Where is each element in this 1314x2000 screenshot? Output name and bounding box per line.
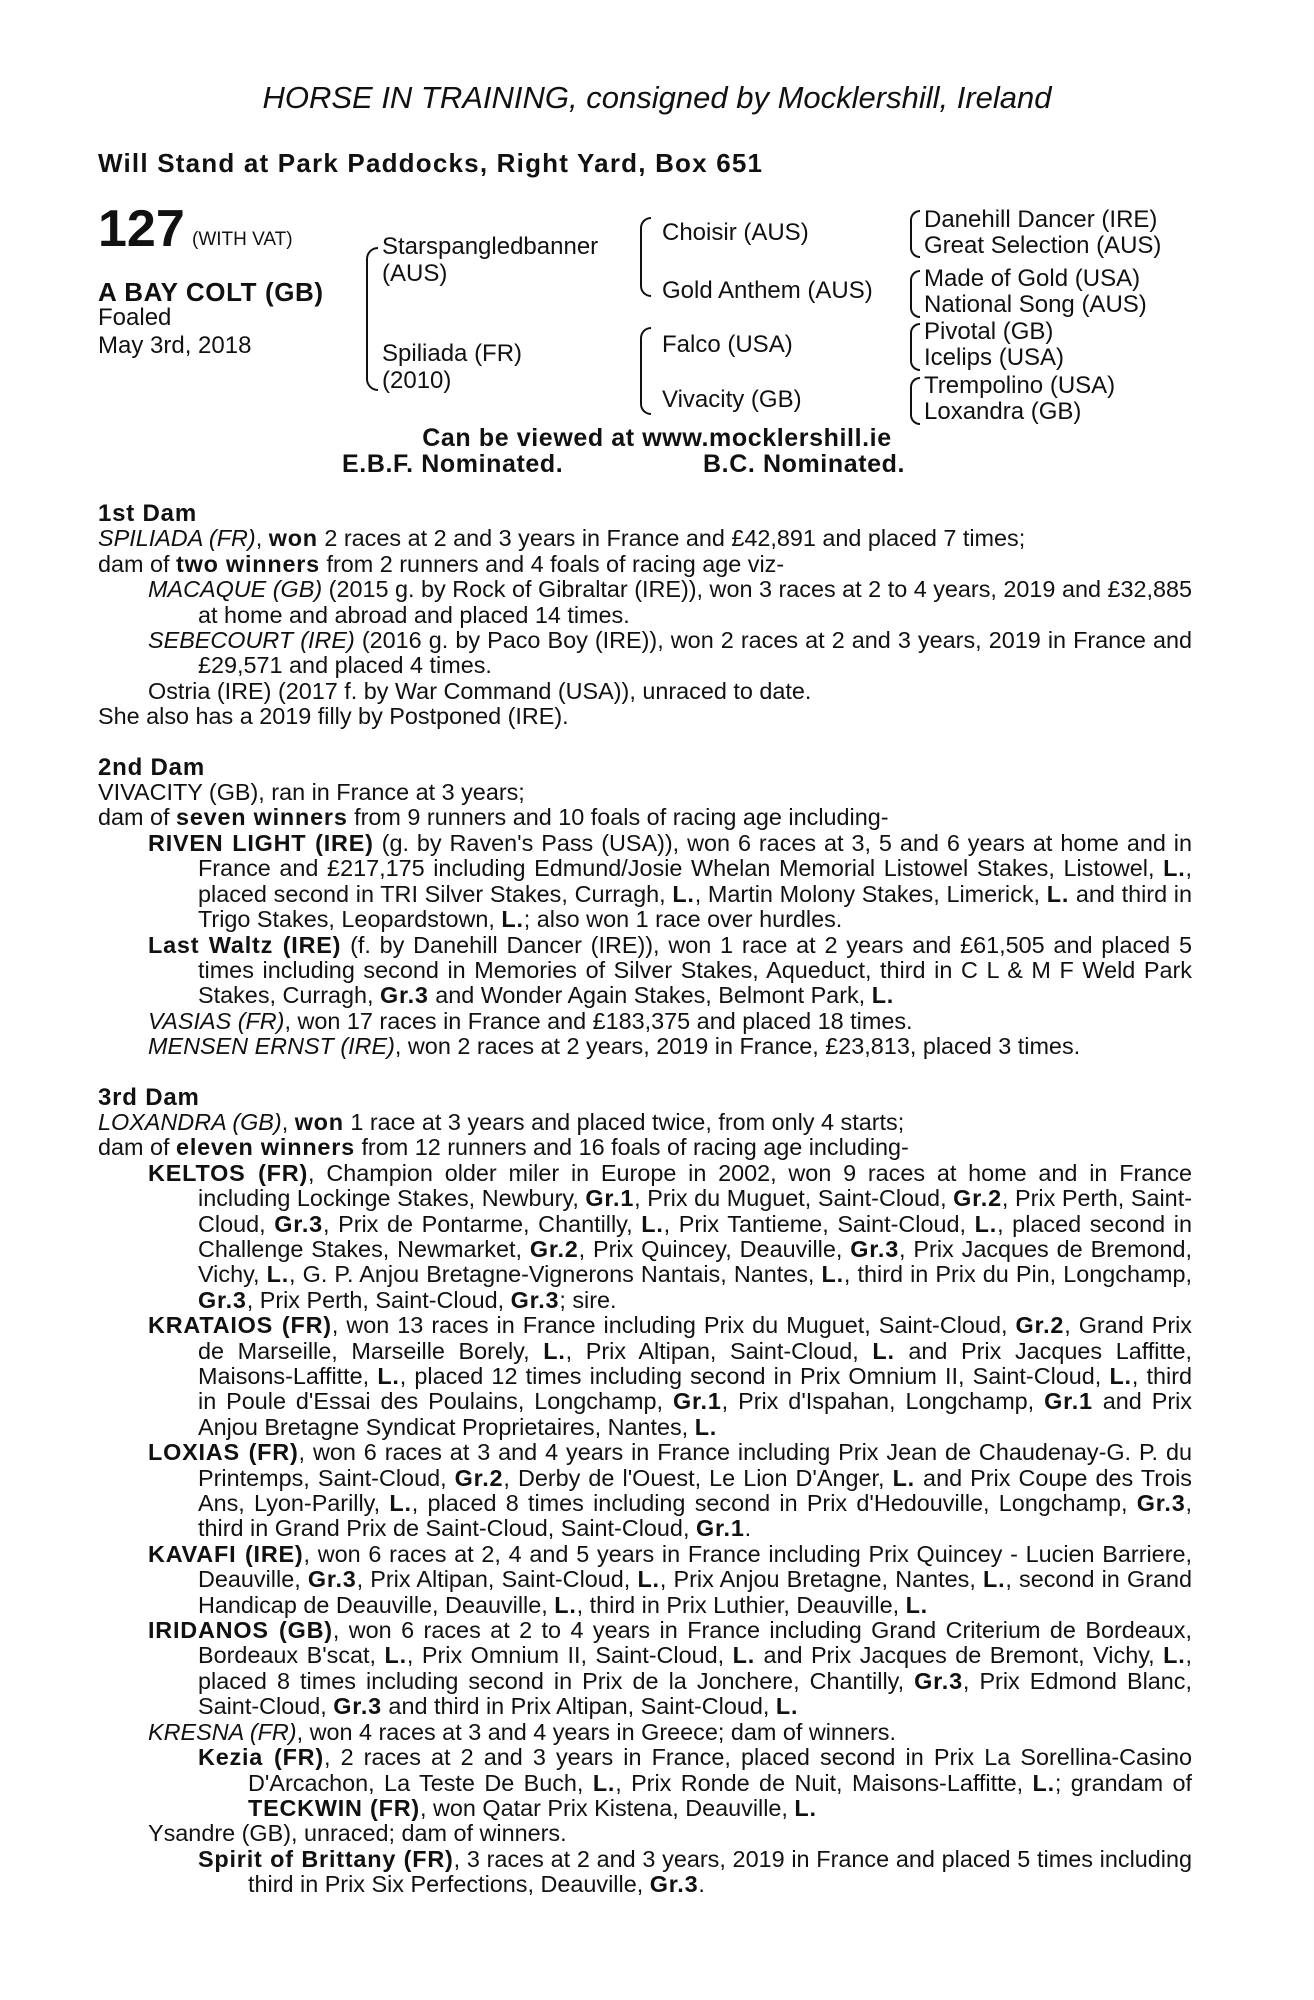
produce-text: ; also won 1 race over hurdles. — [523, 906, 843, 933]
produce-text: , 3 races at 2 and 3 years, 2019 in France and placed 5 times including third in Prix Six Perfections, Deauville, Gr.3. — [248, 1845, 1192, 1898]
produce-entry — [148, 1161, 1192, 1313]
grand-produce-entry — [198, 1847, 1192, 1898]
produce-summary-text: from 2 runners and 4 foals of racing age viz- — [326, 550, 785, 577]
ebf-nominated: E.B.F. Nominated. — [342, 450, 564, 478]
catalogue-body — [98, 501, 1192, 1898]
produce-name: VASIAS (FR) — [148, 1007, 285, 1034]
vat-note: (WITH VAT) — [192, 229, 293, 250]
produce-name: KRATAIOS (FR) — [148, 1312, 332, 1339]
third-dam-produce-summary — [98, 1135, 1192, 1160]
produce-entry — [148, 679, 1192, 704]
bc-nominated: B.C. Nominated. — [703, 450, 906, 478]
produce-name: Last Waltz (IRE) — [148, 931, 342, 958]
produce-name: MENSEN ERNST (IRE) — [148, 1033, 395, 1060]
produce-entry — [148, 1821, 1192, 1846]
produce-entry — [148, 577, 1192, 628]
produce-text: and third in Trigo Stakes, Leopardstown, — [198, 880, 1193, 933]
produce-text: , Martin Molony Stakes, Limerick, — [694, 880, 1041, 907]
produce-text: Ostria (IRE) (2017 f. by War Command (USA)), unraced to date. — [148, 677, 812, 704]
pedigree-g5: Pivotal (GB) — [924, 318, 1054, 345]
foaled-info — [98, 304, 298, 360]
pedigree-bracket-sire — [640, 217, 651, 297]
pedigree-dam: Spiliada (FR) (2010) — [382, 340, 523, 394]
third-dam-record: LOXANDRA (GB), won 1 race at 3 years and placed twice, from only 4 starts; — [98, 1108, 905, 1135]
pedigree-sire: Starspangledbanner (AUS) — [382, 233, 599, 287]
first-dam-line: 2 races at 2 and 3 years in France and £42,891 and placed 7 times; — [324, 525, 1026, 552]
produce-entry — [148, 1009, 1192, 1034]
produce-text: , won 17 races in France and £183,375 and placed 18 times. — [284, 1007, 913, 1034]
produce-text: , won 6 races at 2, 4 and 5 years in France including Prix Quincey - Lucien Barriere, Deauville, Gr.3, Prix Altipan, Saint-Cloud, L., Prix Anjou Bretagne, Nantes, L., second in Grand Handicap de Deauville, Deauville, L., third in Prix Luthier, Deauville, L. — [198, 1540, 1192, 1618]
produce-text: and Wonder Again Stakes, Belmont Park, — [435, 982, 866, 1009]
produce-name: Spirit of Brittany (FR) — [198, 1845, 454, 1872]
produce-text: (2016 g. by Paco Boy (IRE)), won 2 races at 2 and 3 years, 2019 in France and £29,571 and placed 4 times. — [198, 627, 1192, 679]
produce-name: SEBECOURT (IRE) — [148, 627, 355, 654]
produce-name: LOXIAS (FR) — [148, 1439, 299, 1466]
winners-count: eleven winners — [176, 1134, 355, 1161]
pedigree-bracket-g2 — [910, 270, 920, 318]
pedigree-bracket-g4 — [910, 377, 920, 425]
won-label: won — [294, 1108, 344, 1135]
race-grade: L. — [871, 982, 895, 1009]
produce-text: , won 6 races at 3 and 4 years in France including Prix Jean de Chaudenay-G. P. du Printemps, Saint-Cloud, Gr.2, Derby de l'Ouest, Le Lion D'Anger, L. and Prix Coupe des Trois Ans, Lyon-Parilly, L., placed 8 times including second in Prix d'Hedouville, Longchamp, Gr.3, third in Grand Prix de Saint-Cloud, Saint-Cloud, Gr.1. — [198, 1439, 1193, 1542]
pedigree-g1: Danehill Dancer (IRE) — [924, 206, 1158, 233]
first-dam-name: SPILIADA (FR) — [98, 525, 256, 552]
produce-entry — [148, 1440, 1192, 1542]
produce-name: KAVAFI (IRE) — [148, 1540, 304, 1567]
third-dam-line: 1 race at 3 years and placed twice, from only 4 starts; — [350, 1108, 905, 1135]
pedigree-bracket-g1 — [910, 210, 920, 258]
stand-location: Will Stand at Park Paddocks, Right Yard, Box 651 — [98, 148, 764, 178]
race-grade: L. — [501, 906, 524, 933]
produce-entry — [148, 1618, 1192, 1720]
produce-text: (g. by Raven's Pass (USA)), won 6 races at 3, 5 and 6 years at home and in France and £217,175 including Edmund/Josie Whelan Memorial Listowel Stakes, Listowel, — [198, 829, 1192, 882]
horse-description: A BAY COLT (GB) — [98, 277, 324, 307]
foaled-label: Foaled — [98, 304, 172, 331]
produce-text: (f. by Danehill Dancer (IRE)), won 1 race at 2 years and £61,505 and placed 5 times including second in Memories of Silver Stakes, Aqueduct, third in C L & M F Weld Park Stakes, Curragh, — [198, 931, 1192, 1009]
pedigree-dam-dam: Vivacity (GB) — [662, 386, 802, 413]
dam-of-label: dam of — [98, 804, 170, 831]
produce-name: IRIDANOS (GB) — [148, 1617, 333, 1644]
won-label: won — [268, 525, 318, 552]
second-dam-record: VIVACITY (GB), ran in France at 3 years; — [98, 779, 525, 806]
pedigree-g8: Loxandra (GB) — [924, 398, 1082, 425]
pedigree-g4: National Song (AUS) — [924, 291, 1147, 318]
pedigree-g2: Great Selection (AUS) — [924, 232, 1162, 259]
produce-text: , won 2 races at 2 years, 2019 in France, £23,813, placed 3 times. — [394, 1033, 1081, 1060]
produce-name: RIVEN LIGHT (IRE) — [148, 829, 374, 856]
lot-number: 127 — [98, 200, 185, 258]
produce-entry — [148, 1034, 1192, 1059]
produce-entry — [148, 1313, 1192, 1440]
second-dam-heading: 2nd Dam — [98, 753, 205, 781]
winners-count: two winners — [176, 550, 320, 577]
produce-text: (2015 g. by Rock of Gibraltar (IRE)), won 3 races at 2 to 4 years, 2019 and £32,885 at home and abroad and placed 14 times. — [198, 576, 1193, 628]
produce-name: MACAQUE (GB) — [148, 576, 323, 603]
race-grade: Gr.3 — [380, 982, 429, 1009]
produce-name: KELTOS (FR) — [148, 1159, 309, 1186]
viewing-note: Can be viewed at www.mocklershill.ie — [422, 424, 892, 452]
race-grade: L. — [1163, 855, 1186, 882]
produce-summary-text: from 12 runners and 16 foals of racing age including- — [361, 1134, 909, 1161]
produce-entry — [148, 628, 1192, 679]
third-dam-name: LOXANDRA (GB) — [98, 1108, 282, 1135]
pedigree-g3: Made of Gold (USA) — [924, 265, 1141, 292]
first-dam-produce-summary — [98, 552, 1192, 577]
produce-name: Kezia (FR) — [198, 1744, 324, 1771]
race-grade: L. — [1046, 880, 1070, 907]
dam-of-label: dam of — [98, 550, 170, 577]
winners-count: seven winners — [176, 804, 348, 831]
third-dam-heading: 3rd Dam — [98, 1083, 200, 1111]
race-grade: L. — [672, 880, 695, 907]
pedigree-dam-sire: Falco (USA) — [662, 331, 793, 358]
pedigree-bracket-main — [366, 247, 378, 391]
produce-summary-text: from 9 runners and 10 foals of racing age including- — [354, 804, 889, 831]
pedigree-bracket-g3 — [910, 323, 920, 371]
first-dam-record: SPILIADA (FR), won 2 races at 2 and 3 years in France and £42,891 and placed 7 times; — [98, 525, 1026, 552]
pedigree-g7: Trempolino (USA) — [924, 372, 1116, 399]
produce-entry — [148, 933, 1192, 1009]
produce-name: KRESNA (FR) — [148, 1718, 297, 1745]
produce-entry — [148, 1542, 1192, 1618]
pedigree-g6: Icelips (USA) — [924, 344, 1065, 371]
dam-of-label: dam of — [98, 1134, 170, 1161]
produce-entry — [148, 1720, 1192, 1745]
pedigree-sire-dam: Gold Anthem (AUS) — [662, 277, 873, 304]
produce-text: , Champion older miler in Europe in 2002, won 9 races at home and in France including Lockinge Stakes, Newbury, Gr.1, Prix du Muguet, Saint-Cloud, Gr.2, Prix Perth, Saint-Cloud, Gr.3, Prix de Pontarme, Chantilly, L., Prix Tantieme, Saint-Cloud, L., placed second in Challenge Stakes, Newmarket, Gr.2, Prix Quincey, Deauville, Gr.3, Prix Jacques de Bremond, Vichy, L., G. P. Anjou Bretagne-Vignerons Nantais, Nantes, L., third in Prix du Pin, Longchamp, Gr.3, Prix Perth, Saint-Cloud, Gr.3; sire. — [198, 1159, 1192, 1313]
grand-produce-entry — [198, 1745, 1192, 1821]
produce-text: , won 6 races at 2 to 4 years in France including Grand Criterium de Bordeaux, Bordeaux B'scat, L., Prix Omnium II, Saint-Cloud, L. and Prix Jacques de Bremont, Vichy, L., placed 8 times including second in Prix de la Jonchere, Chantilly, Gr.3, Prix Edmond Blanc, Saint-Cloud, Gr.3 and third in Prix Altipan, Saint-Cloud, L. — [198, 1617, 1193, 1720]
produce-entry — [148, 831, 1192, 933]
pedigree-sire-sire: Choisir (AUS) — [662, 219, 809, 246]
first-dam-heading: 1st Dam — [98, 500, 197, 527]
produce-text: , 2 races at 2 and 3 years in France, placed second in Prix La Sorellina-Casino D'Arcachon, La Teste De Buch, L., Prix Ronde de Nuit, Maisons-Laffitte, L.; grandam of TECKWIN (FR), won Qatar Prix Kistena, Deauville, L. — [248, 1744, 1192, 1821]
page-title: HORSE IN TRAINING, consigned by Mocklershill, Ireland — [262, 80, 1052, 115]
produce-text: , won 4 races at 3 and 4 years in Greece; dam of winners. — [296, 1718, 896, 1745]
foaled-date: May 3rd, 2018 — [98, 332, 252, 359]
produce-text: Ysandre (GB), unraced; dam of winners. — [148, 1820, 567, 1847]
produce-text: , placed second in TRI Silver Stakes, Curragh, — [198, 855, 1193, 907]
produce-text: , won 13 races in France including Prix du Muguet, Saint-Cloud, Gr.2, Grand Prix de Marseille, Marseille Borely, L., Prix Altipan, Saint-Cloud, L. and Prix Jacques Laffitte, Maisons-Laffitte, L., placed 12 times including second in Prix Omnium II, Saint-Cloud, L., third in Poule d'Essai des Poulains, Longchamp, Gr.1, Prix d'Ispahan, Longchamp, Gr.1 and Prix Anjou Bretagne Syndicat Proprietaires, Nantes, L. — [198, 1312, 1193, 1440]
pedigree-bracket-dam — [640, 327, 651, 415]
second-dam-produce-summary — [98, 805, 1192, 830]
produce-note: She also has a 2019 filly by Postponed (IRE). — [98, 703, 569, 730]
